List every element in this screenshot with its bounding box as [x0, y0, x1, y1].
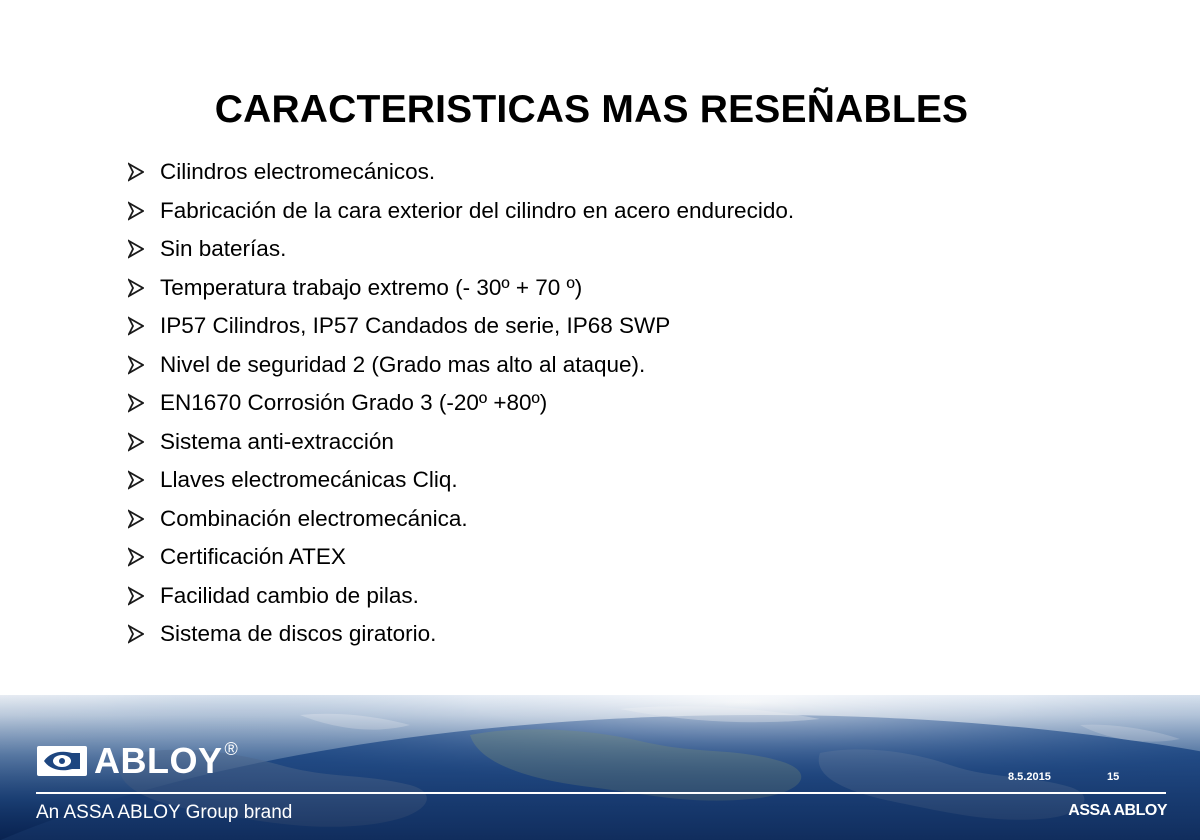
arrowhead-bullet-icon	[128, 278, 144, 298]
footer-banner	[0, 695, 1200, 840]
brand-tagline: An ASSA ABLOY Group brand	[36, 802, 293, 823]
arrowhead-bullet-icon	[128, 162, 144, 182]
list-item	[128, 577, 794, 616]
list-item	[128, 192, 794, 231]
list-item-text: Certificación ATEX	[160, 544, 346, 570]
list-item-text: Combinación electromecánica.	[160, 505, 468, 531]
arrowhead-bullet-icon	[128, 239, 144, 259]
arrowhead-bullet-icon	[128, 393, 144, 413]
arrowhead-bullet-icon	[128, 586, 144, 606]
arrowhead-bullet-icon	[128, 432, 144, 452]
list-item	[128, 461, 794, 500]
list-item-text: Sin baterías.	[160, 236, 287, 262]
list-item-text: Cilindros electromecánicos.	[160, 159, 436, 185]
list-item-text: Facilidad cambio de pilas.	[160, 582, 419, 608]
arrowhead-bullet-icon	[128, 547, 144, 567]
list-item-text: Llaves electromecánicas Cliq.	[160, 467, 458, 493]
abloy-logo	[36, 739, 238, 781]
list-item	[128, 500, 794, 539]
arrowhead-bullet-icon	[128, 470, 144, 490]
assa-abloy-logo: ASSA ABLOY	[1068, 802, 1167, 819]
arrowhead-bullet-icon	[128, 201, 144, 221]
list-item-text: IP57 Cilindros, IP57 Candados de serie, IP68 SWP	[160, 313, 671, 339]
list-item-text: EN1670 Corrosión Grado 3 (-20º +80º)	[160, 390, 548, 416]
page-number: 15	[1107, 771, 1120, 783]
list-item	[128, 269, 794, 308]
list-item	[128, 615, 794, 654]
list-item	[128, 153, 794, 192]
registered-mark: ®	[224, 739, 238, 759]
abloy-keyhole-icon	[36, 745, 88, 777]
list-item-text: Temperatura trabajo extremo (- 30º + 70 º)	[160, 274, 583, 300]
list-item	[128, 538, 794, 577]
list-item	[128, 230, 794, 269]
feature-list	[128, 153, 794, 654]
list-item-text: Sistema anti-extracción	[160, 428, 394, 454]
list-item	[128, 307, 794, 346]
list-item	[128, 423, 794, 462]
list-item-text: Fabricación de la cara exterior del cilindro en acero endurecido.	[160, 197, 795, 223]
list-item-text: Sistema de discos giratorio.	[160, 621, 437, 647]
list-item-text: Nivel de seguridad 2 (Grado mas alto al ataque).	[160, 351, 646, 377]
slide-title: CARACTERISTICAS MAS RESEÑABLES	[214, 88, 969, 131]
footer-divider	[36, 792, 1166, 794]
list-item	[128, 346, 794, 385]
arrowhead-bullet-icon	[128, 316, 144, 336]
arrowhead-bullet-icon	[128, 355, 144, 375]
arrowhead-bullet-icon	[128, 509, 144, 529]
arrowhead-bullet-icon	[128, 624, 144, 644]
abloy-wordmark: ABLOY	[94, 740, 223, 781]
slide-date: 8.5.2015	[1008, 771, 1051, 783]
list-item	[128, 384, 794, 423]
